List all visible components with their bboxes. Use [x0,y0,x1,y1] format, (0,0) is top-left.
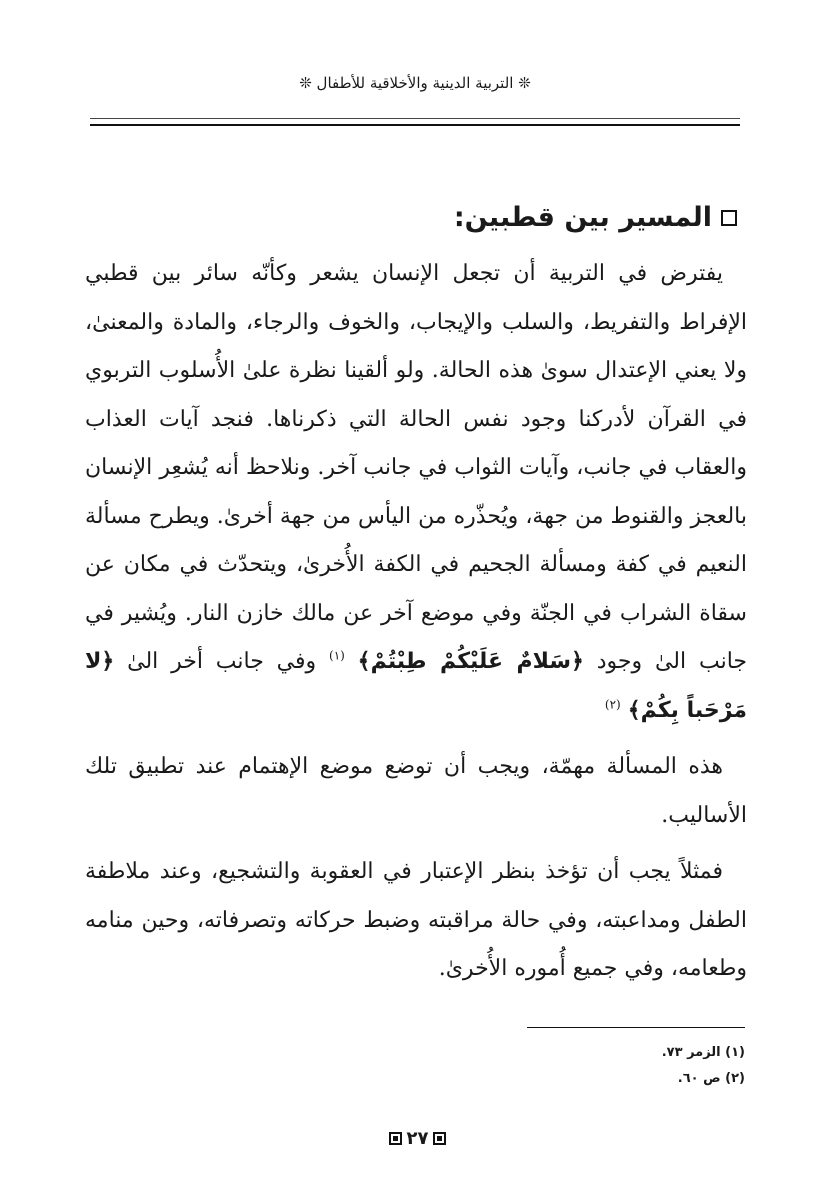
quran-verse-2: ﴿لا مَرْحَباً بِكُمْ﴾ [85,649,747,723]
paragraph-1 [85,250,747,735]
paragraph-2: هذه المسألة مهمّة، ويجب أن توضع موضع الإهتمام عند تطبيق تلك الأساليب. [85,754,747,828]
footnote-rule [527,1027,745,1028]
paragraph-3: فمثلاً يجب أن تؤخذ بنظر الإعتبار في العقوبة والتشجيع، وعند ملاطفة الطفل ومداعبته، وفي حالة مراقبته وضبط حركاته وتصرفاته، وحين منامه وطعامه، وفي جميع أُموره الأُخرىٰ. [85,859,747,981]
running-header: ❊ التربية الدينية والأخلاقية للأطفال ❊ [299,74,531,92]
footnotes [662,1040,745,1092]
paragraph-1-text-b: وفي جانب أخر الىٰ [114,649,317,674]
footnote-ref-2[interactable]: (٢) [604,697,621,712]
paragraph-1-text-a: يفترض في التربية أن تجعل الإنسان يشعر وكأنّه سائر بين قطبي الإفراط والتفريط، والسلب والإيجاب، والخوف والرجاء، والمادة والمعنىٰ، ولا يعني الإعتدال سوىٰ هذه الحالة. ولو ألقينا نظرة علىٰ الأُسلوب التربوي في القرآن لأدركنا وجود نفس الحالة التي ذكرناها. فنجد آيات العذاب والعقاب في جانب، وآيات الثواب في جانب آخر. ونلاحظ أنه يُشعِر الإنسان بالعجز والقنوط من جهة، ويُحذّره من اليأس من جهة أخرىٰ. ويطرح مسألة النعيم في كفة ومسألة الجحيم في الكفة الأُخرىٰ، ويتحدّث في مكان عن سقاة الشراب في الجنّة وفي موضع آخر عن مالك خازن النار. ويُشير في جانب الىٰ وجود [85,261,748,674]
body-text [85,250,747,994]
section-heading [454,202,737,233]
page-number-text: ٢٧ [406,1128,429,1149]
header-rule-thin [90,118,740,119]
page-number-ornament-right-icon [433,1132,446,1145]
page-number-ornament-left-icon [389,1132,402,1145]
section-heading-text: المسير بين قطبين: [453,202,712,233]
square-bullet-icon [721,210,737,226]
quran-verse-1: ﴿سَلامٌ عَلَيْكُمْ طِبْتُمْ﴾ [357,649,584,674]
header-rule-thick [90,124,740,126]
footnote-1: (١) الزمر ٧٣. [661,1045,745,1060]
page-number [0,1128,835,1150]
footnote-2: (٢) ص ٦٠. [677,1071,745,1086]
footnote-ref-1[interactable]: (١) [329,648,345,663]
